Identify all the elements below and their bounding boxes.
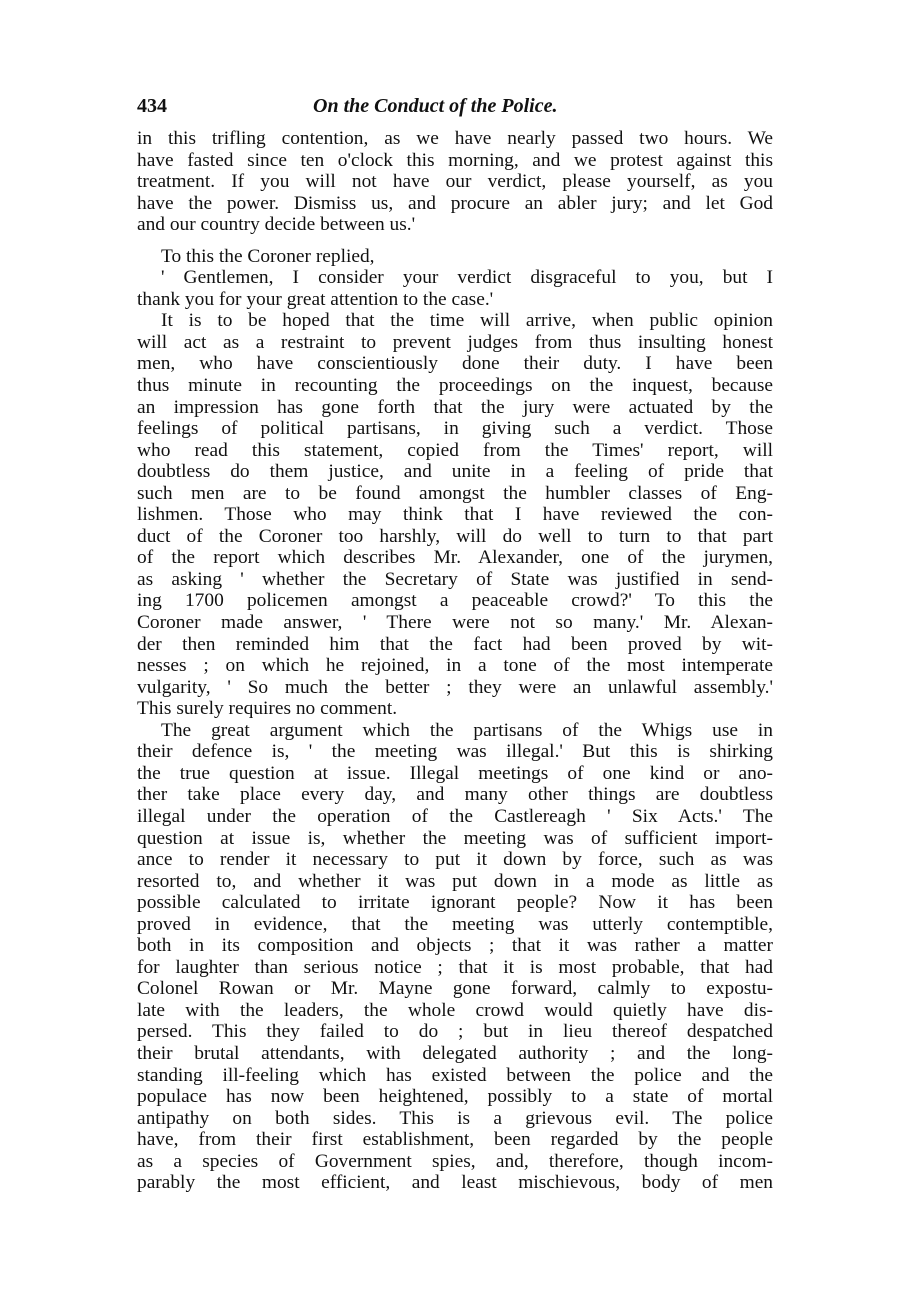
running-head xyxy=(137,96,773,124)
text-line: as asking ' whether the Secretary of State was justified in send- xyxy=(137,568,773,590)
text-line: have fasted since ten o'clock this morning, and we protest against this xyxy=(137,149,773,171)
text-line: resorted to, and whether it was put down in a mode as little as xyxy=(137,870,773,892)
text-line: antipathy on both sides. This is a grievous evil. The police xyxy=(137,1107,773,1129)
text-line: question at issue is, whether the meeting was of sufficient import- xyxy=(137,827,773,849)
paragraph xyxy=(137,720,773,1194)
text-line: their brutal attendants, with delegated authority ; and the long- xyxy=(137,1042,773,1064)
text-line: parably the most efficient, and least mischievous, body of men xyxy=(137,1172,773,1194)
text-line: ther take place every day, and many other things are doubtless xyxy=(137,784,773,806)
text-line: To this the Coroner replied, xyxy=(161,245,375,267)
text-line: nesses ; on which he rejoined, in a tone of the most intemperate xyxy=(137,655,773,677)
text-line: both in its composition and objects ; that it was rather a matter xyxy=(137,935,773,957)
text-line: This surely requires no comment. xyxy=(137,698,398,720)
text-line: It is to be hoped that the time will arrive, when public opinion xyxy=(161,310,773,332)
text-line: the true question at issue. Illegal meetings of one kind or ano- xyxy=(137,762,773,784)
paragraph xyxy=(137,267,773,310)
text-line: The great argument which the partisans of the Whigs use in xyxy=(161,719,773,741)
text-line: der then reminded him that the fact had been proved by wit- xyxy=(137,633,773,655)
text-line: thank you for your great attention to the case.' xyxy=(137,288,494,310)
paragraph xyxy=(137,310,773,719)
text-line: as a species of Government spies, and, therefore, though incom- xyxy=(137,1150,773,1172)
text-line: have the power. Dismiss us, and procure an abler jury; and let God xyxy=(137,192,773,214)
text-line: men, who have conscientiously done their duty. I have been xyxy=(137,353,773,375)
page-number: 434 xyxy=(137,95,167,117)
text-line: lishmen. Those who may think that I have reviewed the con- xyxy=(137,504,773,526)
text-line: feelings of political partisans, in giving such a verdict. Those xyxy=(137,418,773,440)
text-line: their defence is, ' the meeting was illegal.' But this is shirking xyxy=(137,741,773,763)
paragraph xyxy=(137,128,773,236)
text-line: in this trifling contention, as we have nearly passed two hours. We xyxy=(137,128,773,149)
text-line: proved in evidence, that the meeting was utterly contemptible, xyxy=(137,913,773,935)
text-line: persed. This they failed to do ; but in lieu thereof despatched xyxy=(137,1021,773,1043)
text-line: duct of the Coroner too harshly, will do well to turn to that part xyxy=(137,525,773,547)
text-line: have, from their first establishment, been regarded by the people xyxy=(137,1129,773,1151)
text-line: and our country decide between us.' xyxy=(137,214,416,236)
text-line: for laughter than serious notice ; that it is most probable, that had xyxy=(137,956,773,978)
text-line: ' Gentlemen, I consider your verdict disgraceful to you, but I xyxy=(161,267,773,289)
text-line: Colonel Rowan or Mr. Mayne gone forward, calmly to expostu- xyxy=(137,978,773,1000)
text-line: an impression has gone forth that the jury were actuated by the xyxy=(137,396,773,418)
paragraph xyxy=(137,246,773,268)
document-page xyxy=(137,96,773,1194)
body-text xyxy=(137,128,773,1194)
text-line: populace has now been heightened, possibly to a state of mortal xyxy=(137,1086,773,1108)
paragraph-gap xyxy=(137,236,773,246)
text-line: possible calculated to irritate ignorant people? Now it has been xyxy=(137,892,773,914)
text-line: illegal under the operation of the Castlereagh ' Six Acts.' The xyxy=(137,805,773,827)
text-line: late with the leaders, the whole crowd would quietly have dis- xyxy=(137,999,773,1021)
text-line: who read this statement, copied from the Times' report, will xyxy=(137,439,773,461)
text-line: standing ill-feeling which has existed between the police and the xyxy=(137,1064,773,1086)
running-title: On the Conduct of the Police. xyxy=(313,95,558,117)
text-line: doubtless do them justice, and unite in a feeling of pride that xyxy=(137,461,773,483)
text-line: ing 1700 policemen amongst a peaceable crowd?' To this the xyxy=(137,590,773,612)
text-line: will act as a restraint to prevent judges from thus insulting honest xyxy=(137,331,773,353)
text-line: of the report which describes Mr. Alexander, one of the jurymen, xyxy=(137,547,773,569)
text-line: vulgarity, ' So much the better ; they were an unlawful assembly.' xyxy=(137,676,773,698)
text-line: thus minute in recounting the proceedings on the inquest, because xyxy=(137,375,773,397)
text-line: such men are to be found amongst the humbler classes of Eng- xyxy=(137,482,773,504)
text-line: Coroner made answer, ' There were not so many.' Mr. Alexan- xyxy=(137,612,773,634)
text-line: ance to render it necessary to put it down by force, such as was xyxy=(137,849,773,871)
text-line: treatment. If you will not have our verdict, please yourself, as you xyxy=(137,171,773,193)
